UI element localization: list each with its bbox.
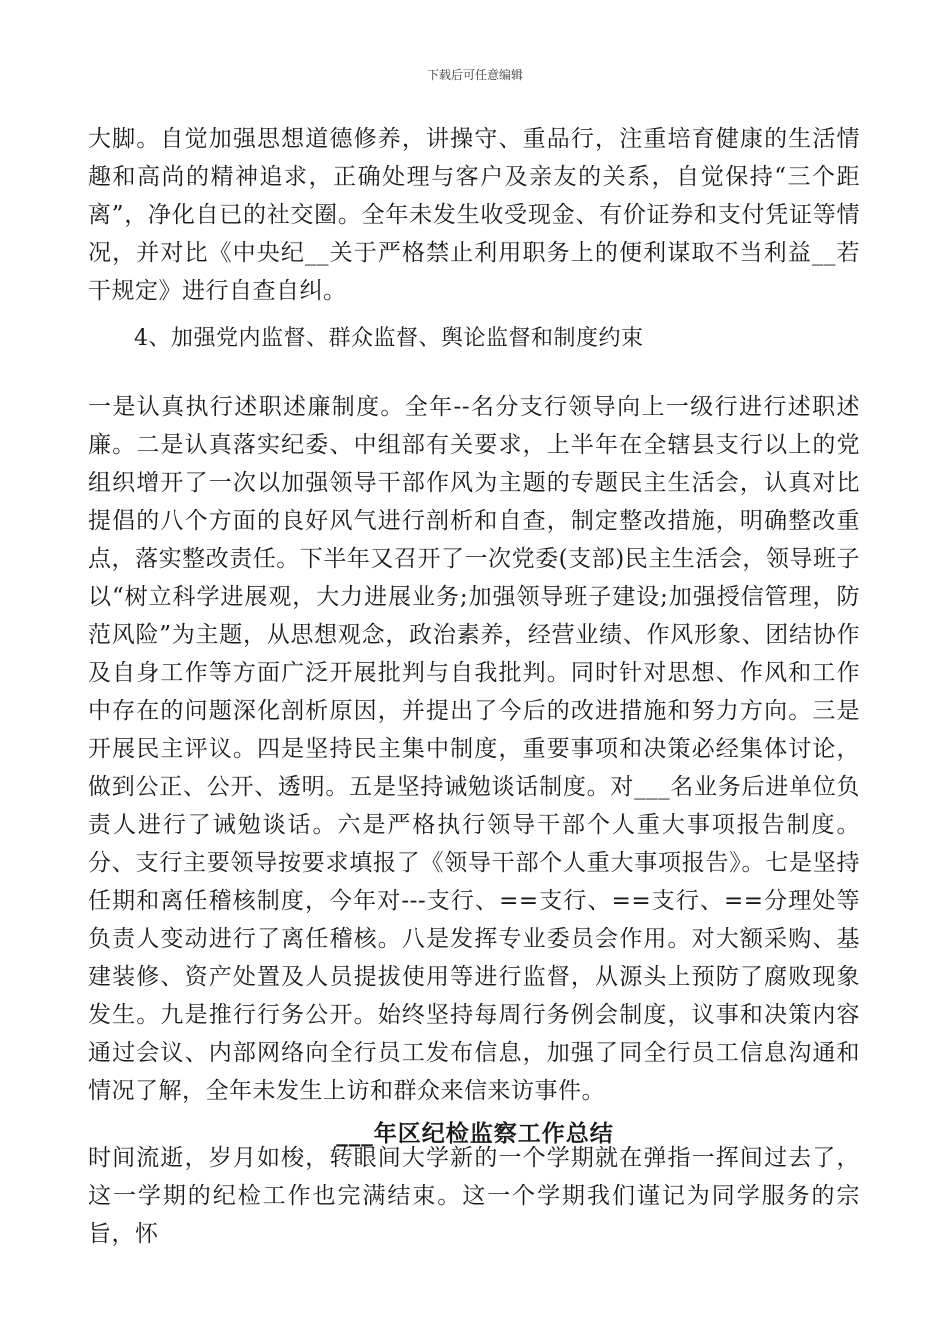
paragraph-supervision-measures <box>88 388 860 1110</box>
paragraph-text: 一是认真执行述职述廉制度。全年--名分支行领导向上一级行进行述职述廉。二是认真落实纪委、中组部有关要求，上半年在全辖县支行以上的党组织增开了一次以加强领导干部作风为主题的专题民主生活会，认真对比提倡的八个方面的良好风气进行剖析和自查，制定整改措施，明确整改重点，落实整改责任。下半年又召开了一次党委(支部)民主生活会，领导班子以“树立科学进展观，大力进展业务;加强领导班子建设;加强授信管理，防范风险”为主题，从思想观念，政治素养，经营业绩、作风形象、团结协作及自身工作等方面广泛开展批判与自我批判。同时针对思想、作风和工作中存在的问题深化剖析原因，并提出了今后的改进措施和努力方向。三是开展民主评议。四是坚持民主集中制度，重要事项和决策必经集体讨论，做到公正、公开、透明。五是坚持诫勉谈话制度。对___名业务后进单位负责人进行了诫勉谈话。六是严格执行领导干部个人重大事项报告制度。分、支行主要领导按要求填报了《领导干部个人重大事项报告》。七是坚持任期和离任稽核制度，今年对---支行、==支行、==支行、==分理处等负责人变动进行了离任稽核。八是发挥专业委员会作用。对大额采购、基建装修、资产处置及人员提拔使用等进行监督，从源头上预防了腐败现象发生。九是推行行务公开。始终坚持每周行务例会制度，议事和决策内容通过会议、内部网络向全行员工发布信息，加强了同全行员工信息沟通和情况了解，全年未发生上访和群众来信来访事件。 <box>88 394 860 1104</box>
document-section-title: ___年区纪检监察工作总结 <box>336 1120 614 1147</box>
paragraph-semester-intro <box>88 1139 860 1253</box>
paragraph-text: 大脚。自觉加强思想道德修养，讲操守、重品行，注重培育健康的生活情趣和高尚的精神追求，正确处理与客户及亲友的关系，自觉保持“三个距离”，净化自已的社交圈。全年未发生收受现金、有价证券和支付凭证等情况，并对比《中央纪__关于严格禁止利用职务上的便利谋取不当利益__若干规定》进行自查自纠。 <box>88 126 860 304</box>
paragraph-text: 时间流逝，岁月如梭，转眼间大学新的一个学期就在弹指一挥间过去了，这一学期的纪检工作也完满结束。这一个学期我们谨记为同学服务的宗旨，怀 <box>88 1145 860 1247</box>
paragraph-integrity-conduct <box>88 120 860 310</box>
page-header-note: 下载后可任意编辑 <box>426 68 523 82</box>
section-heading-supervision: 4、加强党内监督、群众监督、舆论监督和制度约束 <box>134 326 644 351</box>
